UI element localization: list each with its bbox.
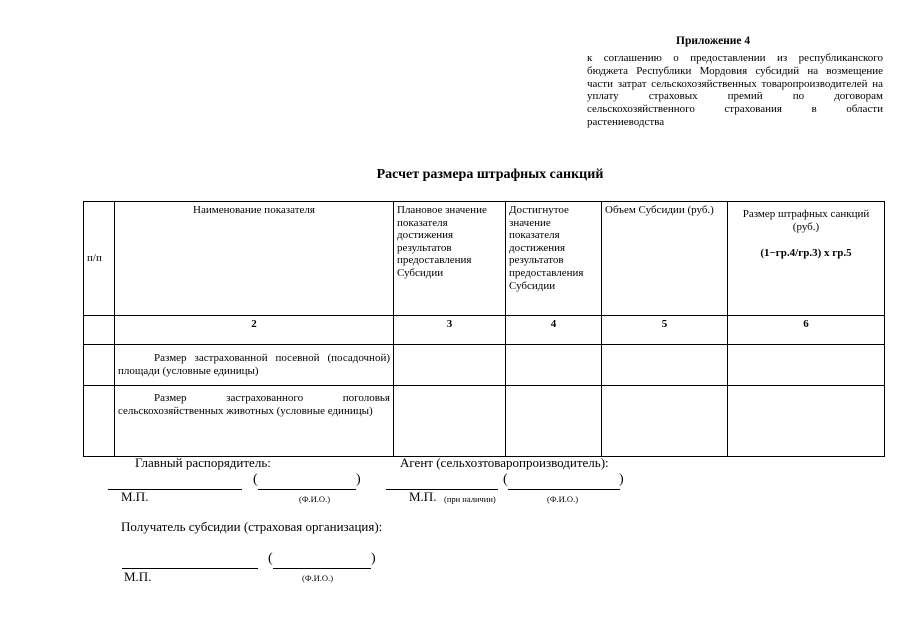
table-row	[84, 386, 885, 457]
row-label: Размер застрахованной посевной (посадочной) площади (условные единицы)	[115, 345, 394, 386]
table-cell	[394, 345, 506, 386]
appendix-line: растениеводства	[587, 115, 665, 128]
appendix-line: республиканского бюджета Республики Мордовия	[587, 52, 883, 77]
appendix-line: сельскохозяйственного страхования в области	[587, 103, 883, 116]
open-paren: (	[503, 472, 508, 487]
stamp-label: М.П.	[409, 489, 437, 504]
column-number: 3	[394, 316, 506, 345]
column-number: 2	[115, 316, 394, 345]
column-number: 4	[506, 316, 602, 345]
recipient-label: Получатель субсидии (страховая организация):	[121, 519, 383, 534]
appendix-line: к соглашению о предоставлении из	[587, 52, 788, 64]
chief-manager-label: Главный распорядитель:	[135, 455, 271, 470]
close-paren: )	[619, 472, 624, 487]
header-penalty	[728, 202, 885, 316]
table-cell	[602, 345, 728, 386]
name-line	[258, 489, 356, 490]
table-cell	[728, 386, 885, 457]
column-number: 5	[602, 316, 728, 345]
column-number-row	[84, 316, 885, 345]
table-cell	[506, 345, 602, 386]
header-num: п/п	[84, 202, 115, 316]
penalty-table	[83, 201, 885, 457]
appendix-text	[587, 52, 883, 129]
header-penalty-formula: (1−гр.4/гр.3) x гр.5	[760, 247, 852, 260]
column-number-empty	[84, 316, 115, 345]
close-paren: )	[356, 472, 361, 487]
table-cell	[84, 386, 115, 457]
table-cell	[84, 345, 115, 386]
table-cell	[728, 345, 885, 386]
header-penalty-label: Размер штрафных санкций (руб.)	[742, 208, 870, 233]
close-paren: )	[371, 551, 376, 566]
if-any-caption: (при наличии)	[444, 494, 496, 504]
header-volume: Объем Субсидии (руб.)	[602, 202, 728, 316]
signature-line	[386, 489, 498, 490]
open-paren: (	[268, 551, 273, 566]
table-cell	[506, 386, 602, 457]
open-paren: (	[253, 472, 258, 487]
row-label: Размер застрахованного поголовья сельскохозяйственных животных (условные единицы)	[115, 386, 394, 457]
column-number: 6	[728, 316, 885, 345]
table-row	[84, 345, 885, 386]
name-line	[273, 568, 371, 569]
header-name: Наименование показателя	[115, 202, 394, 316]
stamp-label: М.П.	[121, 489, 149, 504]
header-planned: Плановое значение показателя достижения результатов предоставления Субсидии	[394, 202, 506, 316]
fio-caption: (Ф.И.О.)	[299, 494, 331, 504]
appendix-line: субсидий на возмещение части затрат	[587, 64, 883, 90]
agent-label: Агент (сельхозтоваропроизводитель):	[400, 455, 609, 470]
name-line	[508, 489, 620, 490]
appendix-line: уплату страховых премий по договорам	[587, 90, 883, 103]
appendix-title: Приложение 4	[676, 35, 751, 47]
document-title: Расчет размера штрафных санкций	[376, 167, 604, 182]
table-cell	[602, 386, 728, 457]
header-achieved: Достигнутое значение показателя достижения результатов предоставления Субсидии	[506, 202, 602, 316]
table-header-row	[84, 202, 885, 316]
stamp-label: М.П.	[124, 569, 152, 584]
fio-caption: (Ф.И.О.)	[547, 494, 579, 504]
table-cell	[394, 386, 506, 457]
appendix-line: сельскохозяйственных товаропроизводителей на	[651, 77, 884, 90]
fio-caption: (Ф.И.О.)	[302, 573, 334, 583]
